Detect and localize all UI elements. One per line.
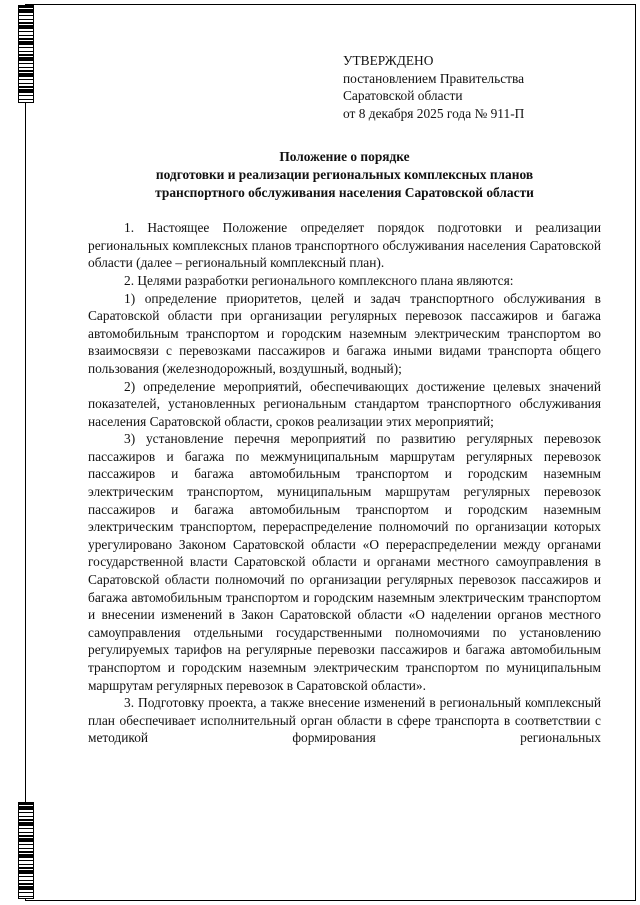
document-content [88,52,601,747]
paragraph: 3) установление перечня мероприятий по развитию регулярных перевозок пассажиров и багажа по межмуниципальным маршрутам регулярных перевозок пассажиров и багажа автомобильным транспортом и городским наземным электрическим транспортом, муниципальным маршрутам регулярных перевозок пассажиров и багажа автомобильным транспортом и городским наземным электрическим транспортом, перераспределение полномочий по организации которых урегулировано Законом Саратовской области «О перераспределении между органами государственной власти Саратовской области и органами местного самоуправления в Саратовской области полномочий по организации регулярных перевозок пассажиров и багажа автомобильным транспортом и городским наземным электрическим транспортом и внесении изменений в Закон Саратовской области «О наделении органов местного самоуправления отдельными государственными полномочиями по установлению регулируемых тарифов на регулярные перевозки пассажиров и багажа автомобильным транспортом и городским наземным электрическим транспортом по муниципальным маршрутам регулярных перевозок в Саратовской области». [88,431,601,693]
paragraph: 2) определение мероприятий, обеспечивающих достижение целевых значений показателей, установленных региональным стандартом транспортного обслуживания населения Саратовской области, сроков реализации этих мероприятий; [88,378,601,429]
paragraph: 2. Целями разработки регионального комплексного плана являются: [124,272,514,288]
paragraph: 3. Подготовку проекта, а также внесение изменений в региональный комплексный план обеспечивает исполнительный орган области в сфере транспорта в соответствии с методикой формирования региональных [88,695,601,746]
barcode-icon [19,803,33,898]
paragraph: 1) определение приоритетов, целей и задач транспортного обслуживания в Саратовской области при организации регулярных перевозок пассажиров и багажа автомобильным транспортом и городским наземным электрическим транспортом во взаимосвязи с перевозками пассажиров и багажа иными видами транспорта общего пользования (железнодорожный, воздушный, водный); [88,290,601,376]
approval-line: Саратовской области [343,88,463,104]
title-line: транспортного обслуживания населения Саратовской области [155,184,534,200]
document-body [88,219,601,747]
approval-line: УТВЕРЖДЕНО [343,53,434,68]
paragraph: 1. Настоящее Положение определяет порядок подготовки и реализации региональных комплексных планов транспортного обслуживания населения Саратовской области (далее – региональный комплексный план). [88,220,601,271]
title-line: Положение о порядке [279,149,410,165]
barcode-icon [19,6,33,102]
title-line: подготовки и реализации региональных комплексных планов [155,166,534,182]
approval-line: от 8 декабря 2025 года № 911-П [343,105,525,121]
approval-block [343,52,591,122]
document-title [88,148,601,201]
approval-line: постановлением Правительства [343,70,525,86]
